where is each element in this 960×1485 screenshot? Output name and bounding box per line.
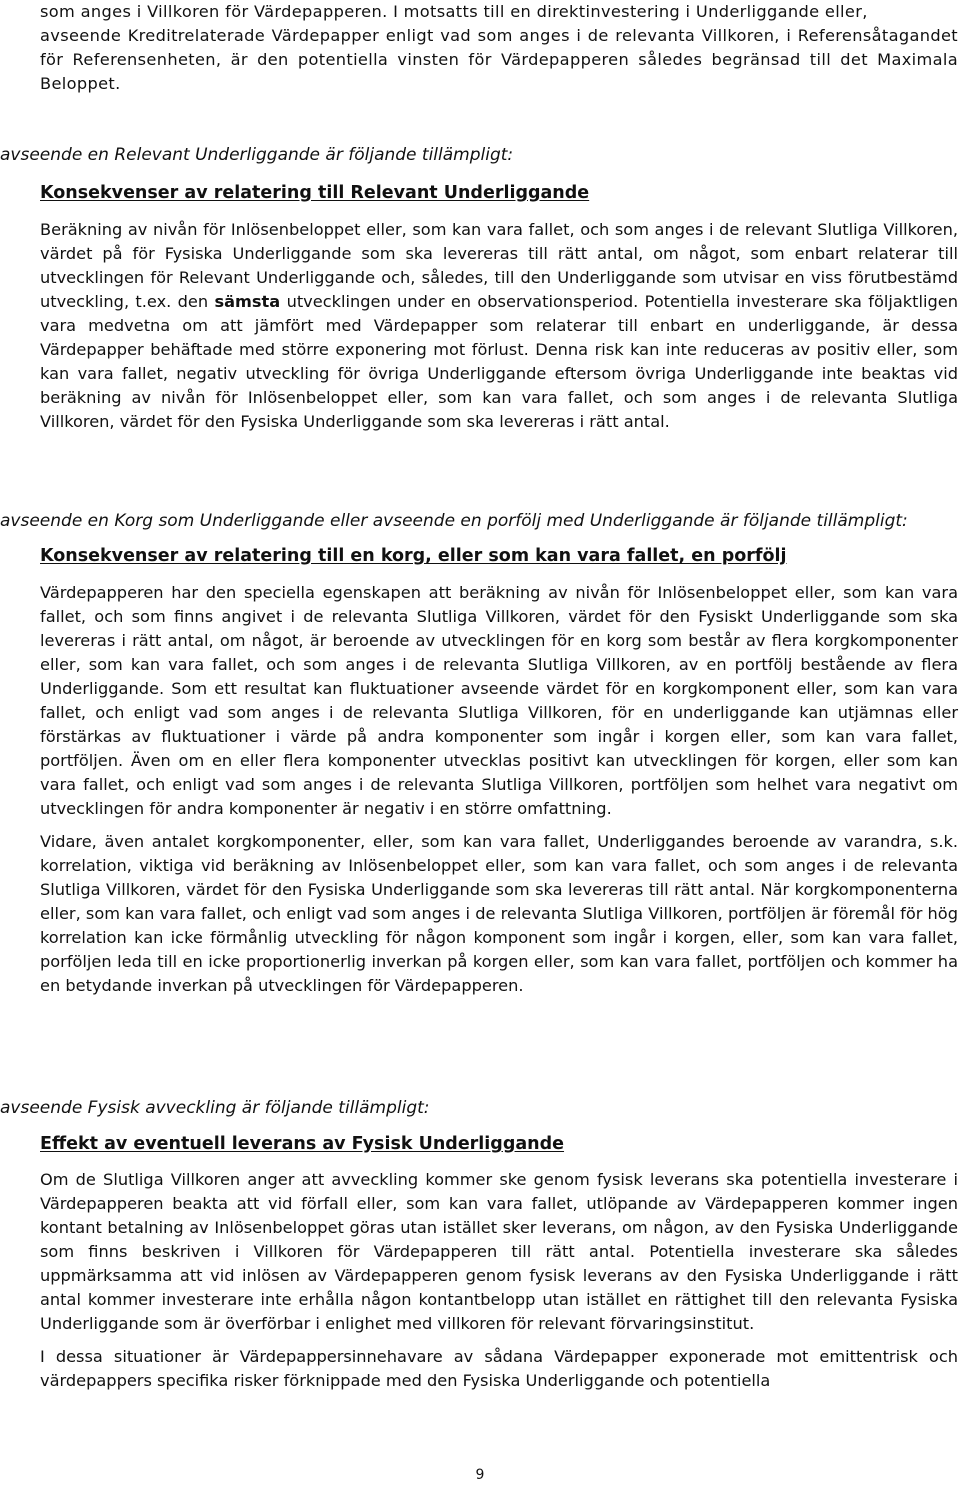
paragraph-text: Beräkning av nivån för Inlösenbeloppet eller, som kan vara fallet, och som anges i de relevant Slutliga Villkoren, värdet på för Fysiska Underliggande som ska levereras till rätt antal, om något, som enbart relaterar till utvecklingen för Relevant Underliggande och, således, till den Underliggande som utvisar en viss förutbestämd utveckling, t.ex. den <box>40 220 958 311</box>
section-body <box>40 218 958 434</box>
section-body <box>40 581 958 998</box>
section-condition: avseende en Korg som Underliggande eller avseende en porfölj med Underliggande är följande tillämpligt: <box>0 511 908 531</box>
body-paragraph: Vidare, även antalet korgkomponenter, eller, som kan vara fallet, Underliggandes beroende av varandra, s.k. korrelation, viktiga vid beräkning av Inlösenbeloppet eller, som kan vara fallet, och som anges i de relevanta Slutliga Villkoren, värdet för den Fysiska Underliggande som ska levereras till rätt antal. När korgkomponenterna eller, som kan vara fallet, och enligt vad som anges i de relevanta Slutliga Villkoren, portföljen är föremål för hög korrelation kan icke förmånlig utveckling för någon komponent som ingår i korgen, eller, som kan vara fallet, porföljen leda till en icke proportionerlig inverkan på korgen eller, som kan vara fallet, portföljen och kommer ha en betydande inverkan på utvecklingen för Värdepapperen. <box>40 832 958 995</box>
body-paragraph: Om de Slutliga Villkoren anger att avveckling kommer ske genom fysisk leverans ska potentiella investerare i Värdepapperen beakta att vid förfall eller, som kan vara fallet, utlöpande av Värdepapperen kommer ingen kontant betalning av Inlösenbeloppet göras utan istället sker leverans, om någon, av den Fysiska Underliggande som finns beskriven i Villkoren för Värdepapperen till rätt antal. Potentiella investerare ska således uppmärksamma att vid inlösen av Värdepapperen genom fysisk leverans av den Fysiska Underliggande i rätt antal kommer investerare inte erhålla någon kontantbelopp utan istället en rättighet till den relevanta Fysiska Underliggande som är överförbar i enlighet med villkoren för relevant förvaringsinstitut. <box>40 1170 958 1333</box>
intro-rest: avseende Kreditrelaterade Värdepapper enligt vad som anges i de relevanta Villkoren, i Referensåtagandet för Referensenheten, är den potentiella vinsten för Värdepapperen således begränsad till det Maximala Beloppet. <box>40 26 958 93</box>
section-heading: Konsekvenser av relatering till Relevant Underliggande <box>40 183 590 203</box>
body-paragraph: Värdepapperen har den speciella egenskapen att beräkning av nivån för Inlösenbeloppet eller, som kan vara fallet, och som finns angivet i de relevanta Slutliga Villkoren, värdet för den Fysiskt Underliggande som ska levereras i rätt antal, om något, är beroende av utvecklingen för en korg som består av flera korgkomponenter eller, som kan vara fallet, och som anges i de relevanta Slutliga Villkoren, av en portfölj bestående av flera Underliggande. Som ett resultat kan fluktuationer avseende värdet för en korgkomponent eller, som kan vara fallet, och enligt vad som anges i de relevanta Slutliga Villkoren, för en underliggande kan utjämnas eller förstärkas av fluktuationer i värde på andra komponenter som ingår i korgen eller, som kan vara fallet, portföljen. Även om en eller flera komponenter utvecklas positivt kan utvecklingen för korgen, eller som kan vara fallet, och enligt vad som anges i de relevanta Slutliga Villkoren, portföljen som helhet vara negativt om utvecklingen för andra komponenter är negativ i en större omfattning. <box>40 583 958 818</box>
section-body <box>40 1168 958 1393</box>
paragraph-text: utvecklingen under en observationsperiod. Potentiella investerare ska följaktligen vara medvetna om att jämfört med Värdepapper som relaterar till enbart en underliggande, är dessa Värdepapper behäftade med större exponering mot förlust. Denna risk kan inte reduceras av positiv eller, som kan vara fallet, negativ utveckling för övriga Underliggande eftersom övriga Underliggande inte beaktas vid beräkning av nivån för Inlösenbeloppet eller, som kan vara fallet, och som anges i de relevanta Slutliga Villkoren, värdet för den Fysiska Underliggande som ska levereras i rätt antal. <box>40 292 959 431</box>
section-condition: avseende Fysisk avveckling är följande tillämpligt: <box>0 1098 430 1118</box>
section-heading: Effekt av eventuell leverans av Fysisk Underliggande <box>40 1134 565 1154</box>
intro-first-line: som anges i Villkoren för Värdepapperen. I motsatts till en direktinvestering i Underliggande eller, <box>40 2 868 21</box>
section-condition: avseende en Relevant Underliggande är följande tillämpligt: <box>0 145 514 165</box>
body-paragraph <box>40 218 958 434</box>
section-heading: Konsekvenser av relatering till en korg, eller som kan vara fallet, en porfölj <box>40 546 787 566</box>
body-paragraph: I dessa situationer är Värdepappersinnehavare av sådana Värdepapper exponerade mot emittentrisk och värdepappers specifika risker förknippade med den Fysiska Underliggande och potentiella <box>40 1347 958 1390</box>
emphasized-word: sämsta <box>214 292 281 311</box>
intro-paragraph <box>40 0 958 96</box>
page-number: 9 <box>475 1467 485 1483</box>
